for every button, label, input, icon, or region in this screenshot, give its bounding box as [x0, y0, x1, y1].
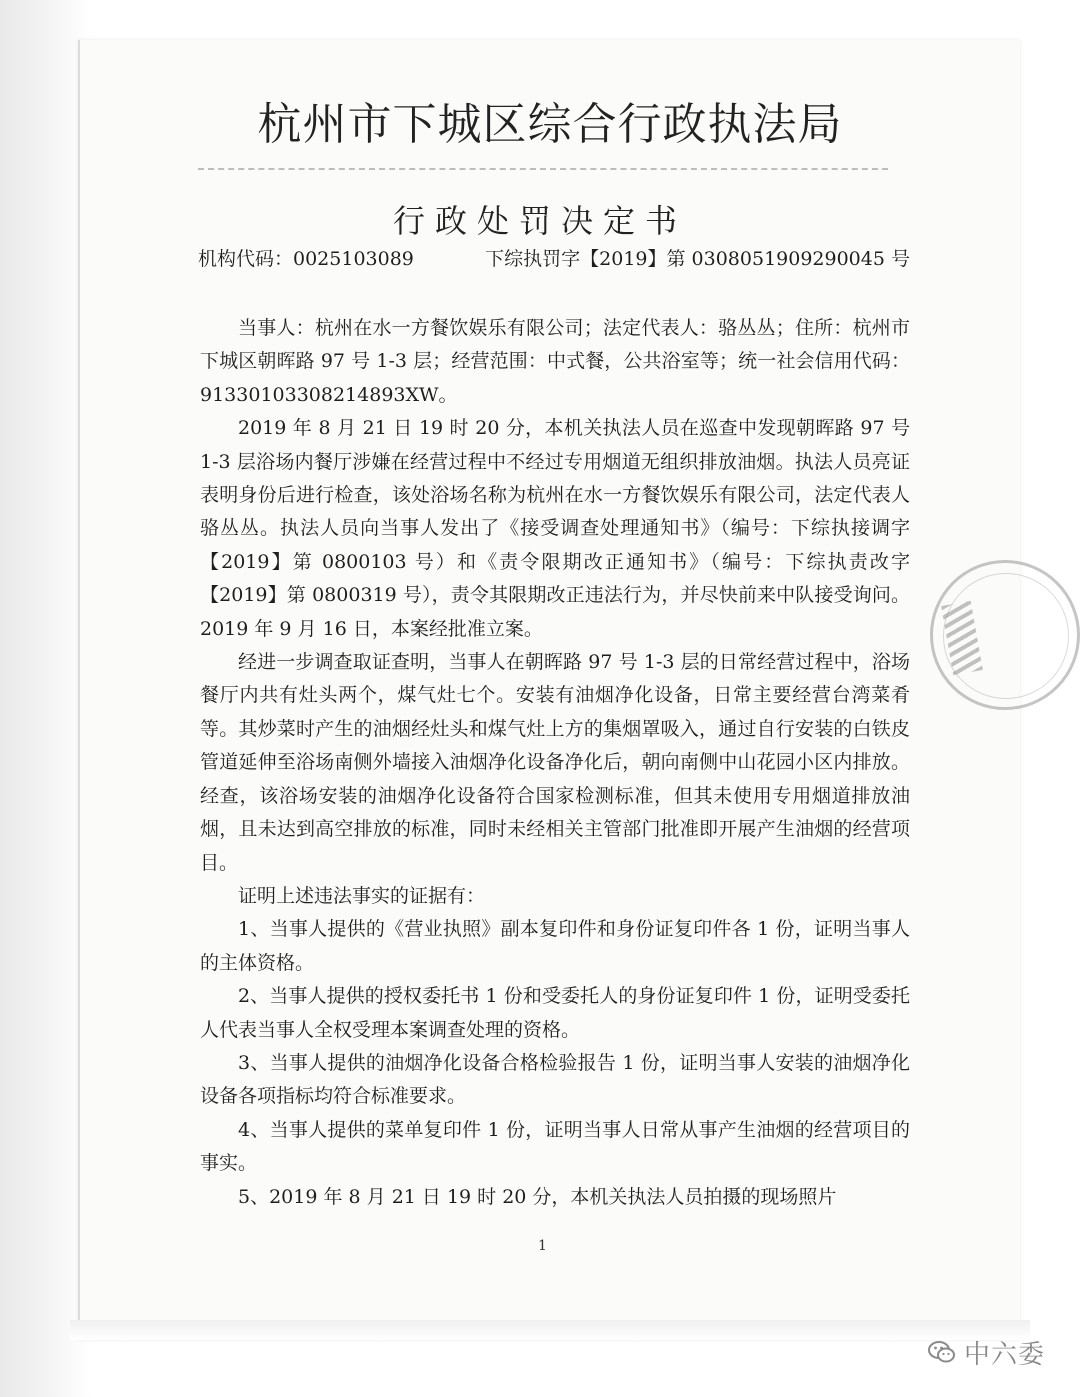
paragraph-evidence-3: 3、当事人提供的油烟净化设备合格检验报告 1 份，证明当事人安装的油烟净化设备各项指标均符合标准要求。 — [200, 1051, 910, 1108]
page-number: 1 — [538, 1238, 547, 1254]
document-body — [200, 312, 910, 1214]
paragraph-evidence-2: 2、当事人提供的授权委托书 1 份和受委托人的身份证复印件 1 份，证明受委托人代表当事人全权受理本案调查处理的资格。 — [200, 985, 910, 1041]
official-seal — [930, 560, 1080, 710]
document-number: 下综执罚字【2019】第 0308051909290045 号 — [485, 248, 910, 270]
paragraph-evidence-4: 4、当事人提供的菜单复印件 1 份，证明当事人日常从事产生油烟的经营项目的事实。 — [200, 1118, 910, 1175]
header-divider — [198, 168, 888, 170]
paragraph-evidence-heading: 证明上述违法事实的证据有： — [238, 884, 486, 907]
paragraph-evidence-1: 1、当事人提供的《营业执照》副本复印件和身份证复印件各 1 份，证明当事人的主体资格。 — [200, 918, 910, 974]
paragraph-party: 当事人：杭州在水一方餐饮娱乐有限公司；法定代表人：骆丛丛；住所：杭州市下城区朝晖路 97 号 1-3 层；经营范围：中式餐，公共浴室等；统一社会信用代码：91330103308214893XW。 — [200, 317, 910, 406]
issuer-title: 杭州市下城区综合行政执法局 — [257, 99, 843, 150]
scan-shadow — [0, 0, 90, 1397]
org-code: 机构代码：0025103089 — [198, 248, 414, 270]
paragraph-inspection: 2019 年 8 月 21 日 19 时 20 分，本机关执法人员在巡查中发现朝晖路 97 号 1-3 层浴场内餐厅涉嫌在经营过程中不经过专用烟道无组织排放油烟。执法人员亮证表明身份后进行检查，该处浴场名称为杭州在水一方餐饮娱乐有限公司，法定代表人骆丛丛。执法人员向当事人发出了《接受调查处理通知书》（编号：下综执接调字【2019】第 0800103 号）和《责令限期改正通知书》（编号：下综执责改字【2019】第 0800319 号），责令其限期改正违法行为，并尽快前来中队接受询问。2019 年 9 月 16 日，本案经批准立案。 — [200, 417, 910, 640]
watermark — [928, 1332, 1045, 1372]
paragraph-evidence-5: 5、2019 年 8 月 21 日 19 时 20 分，本机关执法人员拍摄的现场照片 — [238, 1185, 837, 1208]
watermark-text: 中六委 — [964, 1339, 1046, 1370]
document-type-title: 行政处罚决定书 — [392, 202, 687, 240]
wechat-icon — [928, 1340, 956, 1364]
paragraph-investigation: 经进一步调查取证查明，当事人在朝晖路 97 号 1-3 层的日常经营过程中，浴场餐厅内共有灶头两个，煤气灶七个。安装有油烟净化设备，日常主要经营台湾菜肴等。其炒菜时产生的油烟经灶头和煤气灶上方的集烟罩吸入，通过自行安装的白铁皮管道延伸至浴场南侧外墙接入油烟净化设备净化后，朝向南侧中山花园小区内排放。经查，该浴场安装的油烟净化设备符合国家检测标准，但其未使用专用烟道排放油烟，且未达到高空排放的标准，同时未经相关主管部门批准即开展产生油烟的经营项目。 — [200, 651, 910, 874]
page-bottom-shadow — [70, 1320, 1030, 1340]
